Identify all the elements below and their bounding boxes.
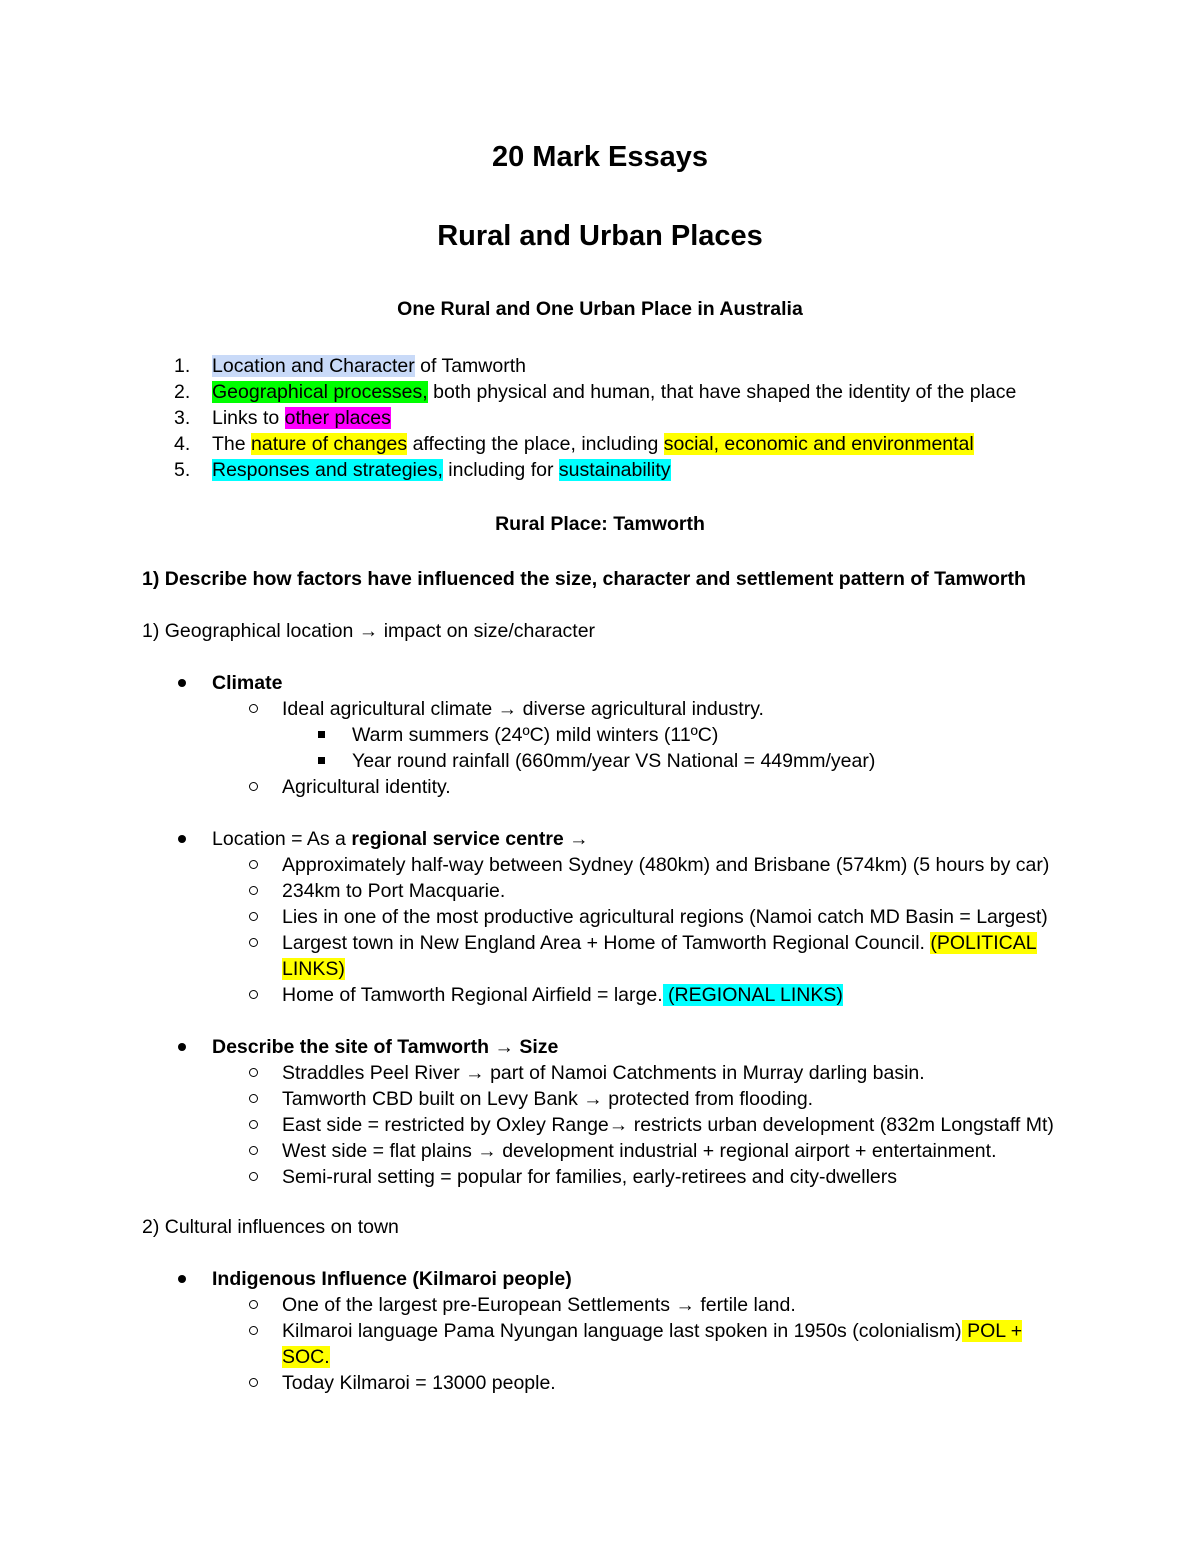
bullet-circle-icon: [249, 1120, 258, 1129]
list-item: East side = restricted by Oxley Range→ restricts urban development (832m Longstaff Mt): [282, 1114, 1054, 1136]
list-item: 234km to Port Macquarie.: [282, 880, 506, 902]
bullet-circle-icon: [249, 1094, 258, 1103]
bullet-circle-icon: [249, 990, 258, 999]
highlight-text: POL +: [961, 1320, 1023, 1342]
bullet-circle-icon: [249, 1172, 258, 1181]
list-number: 5.: [174, 459, 191, 481]
highlight-text: Geographical processes,: [212, 381, 428, 403]
document-subtitle: Rural and Urban Places: [437, 220, 763, 252]
rural-heading: Rural Place: Tamworth: [495, 513, 705, 535]
list-item: Geographical processes, both physical and human, that have shaped the identity of the place: [212, 381, 1017, 403]
highlight-text: LINKS): [282, 958, 345, 980]
question-heading: 1) Describe how factors have influenced the size, character and settlement pattern of Tamworth: [142, 568, 1026, 590]
list-item: Today Kilmaroi = 13000 people.: [282, 1372, 556, 1394]
bullet-circle-icon: [249, 704, 258, 713]
highlight-text: (REGIONAL LINKS): [662, 984, 843, 1006]
list-item: West side = flat plains → development industrial + regional airport + entertainment.: [282, 1140, 997, 1162]
bullet-square-icon: [318, 731, 325, 738]
bullet-circle-icon: [249, 912, 258, 921]
list-item: The nature of changes affecting the place, including social, economic and environmental: [212, 433, 974, 455]
subsection-heading: 2) Cultural influences on town: [142, 1216, 399, 1238]
bullet-circle-icon: [249, 1300, 258, 1309]
list-item: Largest town in New England Area + Home of Tamworth Regional Council. (POLITICAL: [282, 932, 1037, 954]
bullet-disc-icon: [178, 1043, 186, 1051]
list-item: Agricultural identity.: [282, 776, 451, 798]
bullet-circle-icon: [249, 1326, 258, 1335]
list-item-continuation: [282, 1344, 330, 1370]
bullet-heading: Location = As a regional service centre →: [212, 828, 589, 850]
bullet-circle-icon: [249, 1068, 258, 1077]
bullet-disc-icon: [178, 1275, 186, 1283]
highlight-text: Location and Character: [212, 355, 415, 377]
highlight-text: (POLITICAL: [930, 932, 1037, 954]
list-item: Approximately half-way between Sydney (480km) and Brisbane (574km) (5 hours by car): [282, 854, 1050, 876]
list-item: Year round rainfall (660mm/year VS National = 449mm/year): [352, 750, 876, 772]
list-item: Warm summers (24ºC) mild winters (11ºC): [352, 724, 719, 746]
list-item: Ideal agricultural climate → diverse agricultural industry.: [282, 698, 764, 720]
highlight-text: Responses and strategies,: [212, 459, 443, 481]
list-item: Links to other places: [212, 407, 391, 429]
section-heading: One Rural and One Urban Place in Australia: [397, 298, 803, 320]
list-item-continuation: [282, 956, 345, 982]
highlight-text: nature of changes: [251, 433, 408, 455]
list-item: Semi-rural setting = popular for families, early-retirees and city-dwellers: [282, 1166, 898, 1188]
bullet-heading: Indigenous Influence (Kilmaroi people): [212, 1268, 572, 1290]
bullet-circle-icon: [249, 938, 258, 947]
bullet-square-icon: [318, 757, 325, 764]
bullet-disc-icon: [178, 835, 186, 843]
list-item: Tamworth CBD built on Levy Bank → protected from flooding.: [282, 1088, 814, 1110]
bullet-disc-icon: [178, 679, 186, 687]
highlight-text: SOC.: [282, 1346, 330, 1368]
list-number: 4.: [174, 433, 191, 455]
document-title: 20 Mark Essays: [491, 141, 709, 173]
list-number: 2.: [174, 381, 191, 403]
bullet-circle-icon: [249, 860, 258, 869]
list-item: Location and Character of Tamworth: [212, 355, 526, 377]
list-item: One of the largest pre-European Settlements → fertile land.: [282, 1294, 796, 1316]
list-item: Responses and strategies, including for sustainability: [212, 459, 671, 481]
list-number: 1.: [174, 355, 191, 377]
subsection-heading: 1) Geographical location → impact on size/character: [142, 620, 596, 642]
highlight-text: social, economic and environmental: [663, 433, 974, 455]
bullet-circle-icon: [249, 1146, 258, 1155]
highlight-text: other places: [284, 407, 391, 429]
list-item: Kilmaroi language Pama Nyungan language last spoken in 1950s (colonialism) POL +: [282, 1320, 1023, 1342]
list-item: Straddles Peel River → part of Namoi Catchments in Murray darling basin.: [282, 1062, 925, 1084]
bullet-circle-icon: [249, 782, 258, 791]
bullet-heading: Climate: [212, 672, 283, 694]
list-number: 3.: [174, 407, 191, 429]
list-item: Lies in one of the most productive agricultural regions (Namoi catch MD Basin = Largest): [282, 906, 1048, 928]
bullet-circle-icon: [249, 1378, 258, 1387]
highlight-text: sustainability: [558, 459, 671, 481]
bullet-heading: Describe the site of Tamworth → Size: [212, 1036, 559, 1058]
bullet-circle-icon: [249, 886, 258, 895]
list-item: Home of Tamworth Regional Airfield = large. (REGIONAL LINKS): [282, 984, 843, 1006]
